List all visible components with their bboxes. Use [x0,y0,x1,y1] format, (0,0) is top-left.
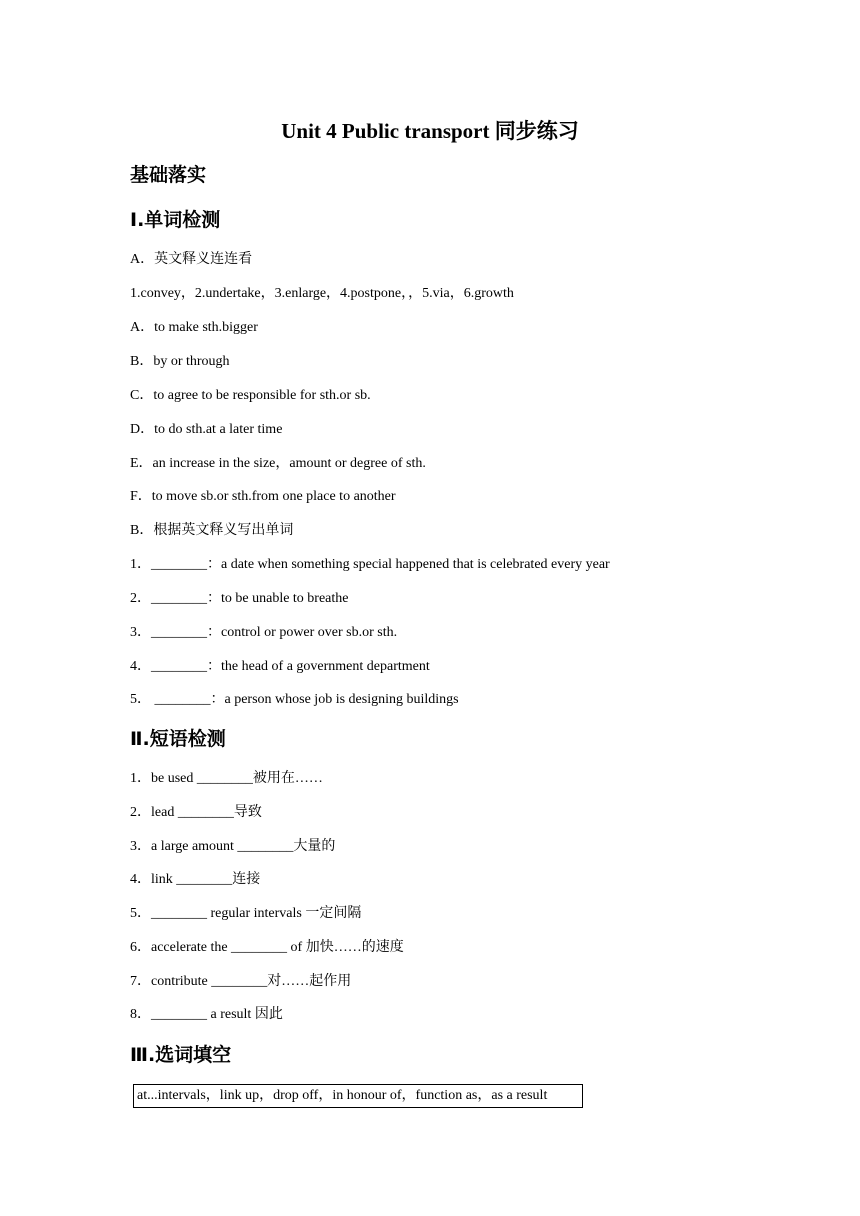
blank-item: 5． ________：a person whose job is designing buildings [130,692,459,707]
phrase-item: 7．contribute ________对……起作用 [130,974,352,989]
phrase-item: 4．link ________连接 [130,872,261,887]
part-a-label: A．英文释义连连看 [130,252,253,267]
part-b-label: B．根据英文释义写出单词 [130,523,294,538]
definition-item: E．an increase in the size，amount or degree of sth. [130,456,426,471]
phrase-item: 3．a large amount ________大量的 [130,839,336,854]
blank-item: 2．________：to be unable to breathe [130,591,349,606]
phrase-item: 8．________ a result 因此 [130,1007,283,1022]
page-title: Unit 4 Public transport 同步练习 [281,119,579,143]
word-list: 1.convey，2.undertake，3.enlarge，4.postpone，，5.via，6.growth [130,286,514,301]
definition-item: C．to agree to be responsible for sth.or sb. [130,388,371,403]
definition-item: F．to move sb.or sth.from one place to another [130,489,396,504]
definition-item: B．by or through [130,354,230,369]
section3-heading: Ⅲ.选词填空 [130,1044,232,1066]
section2-heading: Ⅱ.短语检测 [130,728,226,750]
phrase-item: 1．be used ________被用在…… [130,771,323,786]
phrase-item: 6．accelerate the ________ of 加快……的速度 [130,940,404,955]
blank-item: 3．________：control or power over sb.or sth. [130,625,398,640]
blank-item: 4．________：the head of a government department [130,659,430,674]
definition-item: D．to do sth.at a later time [130,422,283,437]
phrase-item: 5．________ regular intervals 一定间隔 [130,906,362,921]
definition-item: A．to make sth.bigger [130,320,258,335]
section1-heading: Ⅰ.单词检测 [130,209,221,231]
basics-heading: 基础落实 [130,164,207,186]
blank-item: 1．________：a date when something special happened that is celebrated every year [130,557,610,572]
word-bank-box: at...intervals，link up，drop off，in honour of，function as，as a result [133,1084,583,1108]
phrase-item: 2．lead ________导致 [130,805,262,820]
